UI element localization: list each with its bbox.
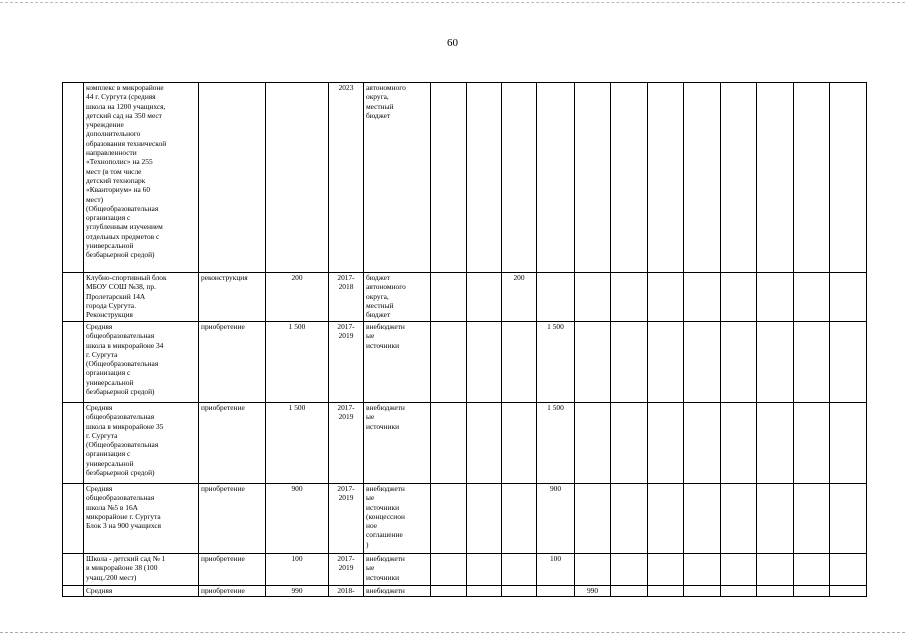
years-cell: 2017- 2019 (329, 554, 364, 586)
page-number: 60 (447, 37, 458, 49)
value-cell (502, 586, 537, 597)
value-cell (611, 554, 648, 586)
value-cell (684, 273, 721, 322)
object-name-cell: Школа - детский сад № 1 в микрорайоне 38 (100 учащ./200 мест) (84, 554, 199, 586)
value-cell (648, 273, 684, 322)
value-cell (648, 484, 684, 554)
value-cell (648, 322, 684, 403)
object-name-cell: Средняя (84, 586, 199, 597)
capacity-cell: 990 (266, 586, 329, 597)
value-cell (467, 403, 502, 484)
bottom-scan-edge (0, 632, 905, 633)
table-row (63, 273, 867, 322)
table-row (63, 322, 867, 403)
value-cell (684, 322, 721, 403)
value-cell (794, 586, 830, 597)
value-cell (794, 403, 830, 484)
value-cell (431, 484, 467, 554)
value-cell: 200 (502, 273, 537, 322)
value-cell (648, 554, 684, 586)
funding-source-cell: автономного округа, местный бюджет (364, 83, 431, 273)
value-cell (721, 484, 757, 554)
value-cell (467, 586, 502, 597)
value-cell (794, 273, 830, 322)
value-cell (575, 273, 611, 322)
table-row (63, 586, 867, 597)
value-cell (648, 403, 684, 484)
investment-table (62, 82, 867, 597)
value-cell (684, 83, 721, 273)
value-cell (575, 403, 611, 484)
value-cell (502, 322, 537, 403)
years-cell: 2018- (329, 586, 364, 597)
value-cell (684, 484, 721, 554)
value-cell (757, 403, 794, 484)
value-cell (648, 83, 684, 273)
value-cell (467, 322, 502, 403)
value-cell (431, 554, 467, 586)
value-cell (757, 554, 794, 586)
value-cell (721, 322, 757, 403)
value-cell (611, 586, 648, 597)
row-index-cell (63, 322, 84, 403)
object-name-cell: Средняя общеобразовательная школа в микрорайоне 34 г. Сургута (Общеобразовательная организация с универсальной безбарьерной средой) (84, 322, 199, 403)
funding-source-cell: внебюджетн ые источники (364, 403, 431, 484)
value-cell (757, 322, 794, 403)
value-cell (467, 83, 502, 273)
row-index-cell (63, 403, 84, 484)
value-cell (721, 586, 757, 597)
object-name-cell: комплекс в микрорайоне 44 г. Сургута (средняя школа на 1200 учащихся, детский сад на 350 мест учреждение дополнительного образования технической направленности «Технополис» на 255 мест (в том числе детский технопарк «Кванториум» на 60 мест) (Общеобразовательная организация с углубленным изучением отдельных предметов с универсальной безбарьерной средой) (84, 83, 199, 273)
funding-source-cell: внебюджетн ые источники (364, 322, 431, 403)
value-cell (502, 403, 537, 484)
value-cell (757, 484, 794, 554)
value-cell (721, 273, 757, 322)
table-row (63, 554, 867, 586)
work-type-cell: приобретение (199, 322, 266, 403)
value-cell: 1 500 (537, 322, 575, 403)
work-type-cell: приобретение (199, 586, 266, 597)
value-cell (502, 83, 537, 273)
value-cell (794, 322, 830, 403)
funding-source-cell: внебюджетн (364, 586, 431, 597)
funding-source-cell: внебюджетн ые источники (концессион ное соглашение ) (364, 484, 431, 554)
years-cell: 2017- 2018 (329, 273, 364, 322)
value-cell (467, 484, 502, 554)
row-index-cell (63, 484, 84, 554)
value-cell (757, 273, 794, 322)
value-cell: 100 (537, 554, 575, 586)
row-index-cell (63, 83, 84, 273)
value-cell (794, 484, 830, 554)
value-cell (684, 554, 721, 586)
work-type-cell: приобретение (199, 554, 266, 586)
capacity-cell: 1 500 (266, 403, 329, 484)
capacity-cell: 100 (266, 554, 329, 586)
value-cell (830, 554, 867, 586)
value-cell (575, 554, 611, 586)
value-cell (830, 322, 867, 403)
value-cell (684, 586, 721, 597)
value-cell (721, 554, 757, 586)
value-cell (684, 403, 721, 484)
capacity-cell (266, 83, 329, 273)
value-cell (611, 403, 648, 484)
value-cell (794, 83, 830, 273)
value-cell (467, 273, 502, 322)
capacity-cell: 1 500 (266, 322, 329, 403)
value-cell (794, 554, 830, 586)
value-cell (431, 586, 467, 597)
value-cell (611, 273, 648, 322)
value-cell (537, 83, 575, 273)
value-cell (648, 586, 684, 597)
row-index-cell (63, 586, 84, 597)
years-cell: 2023 (329, 83, 364, 273)
value-cell: 990 (575, 586, 611, 597)
work-type-cell (199, 83, 266, 273)
value-cell (830, 83, 867, 273)
capacity-cell: 200 (266, 273, 329, 322)
funding-source-cell: бюджет автономного округа, местный бюджет (364, 273, 431, 322)
years-cell: 2017- 2019 (329, 403, 364, 484)
capacity-cell: 900 (266, 484, 329, 554)
value-cell (757, 83, 794, 273)
value-cell (575, 322, 611, 403)
years-cell: 2017- 2019 (329, 484, 364, 554)
table-row (63, 83, 867, 273)
object-name-cell: Средняя общеобразовательная школа в микрорайоне 35 г. Сургута (Общеобразовательная организация с универсальной безбарьерной средой) (84, 403, 199, 484)
work-type-cell: реконструкция (199, 273, 266, 322)
value-cell (537, 586, 575, 597)
value-cell: 1 500 (537, 403, 575, 484)
years-cell: 2017- 2019 (329, 322, 364, 403)
value-cell (611, 484, 648, 554)
value-cell (757, 586, 794, 597)
value-cell (467, 554, 502, 586)
value-cell: 900 (537, 484, 575, 554)
value-cell (611, 322, 648, 403)
work-type-cell: приобретение (199, 484, 266, 554)
funding-source-cell: внебюджетн ые источники (364, 554, 431, 586)
object-name-cell: Клубно-спортивный блок МБОУ СОШ №38, пр. Пролетарский 14А города Сургута. Реконструкция (84, 273, 199, 322)
value-cell (575, 484, 611, 554)
value-cell (502, 554, 537, 586)
value-cell (830, 403, 867, 484)
value-cell (611, 83, 648, 273)
row-index-cell (63, 554, 84, 586)
value-cell (721, 83, 757, 273)
value-cell (830, 484, 867, 554)
value-cell (431, 322, 467, 403)
value-cell (830, 273, 867, 322)
work-type-cell: приобретение (199, 403, 266, 484)
value-cell (431, 403, 467, 484)
value-cell (431, 83, 467, 273)
object-name-cell: Средняя общеобразовательная школа №5 в 16А микрорайоне г. Сургута Блок 3 на 900 учащихся (84, 484, 199, 554)
value-cell (431, 273, 467, 322)
table-row (63, 403, 867, 484)
value-cell (502, 484, 537, 554)
value-cell (721, 403, 757, 484)
value-cell (537, 273, 575, 322)
row-index-cell (63, 273, 84, 322)
table-row (63, 484, 867, 554)
value-cell (830, 586, 867, 597)
value-cell (575, 83, 611, 273)
